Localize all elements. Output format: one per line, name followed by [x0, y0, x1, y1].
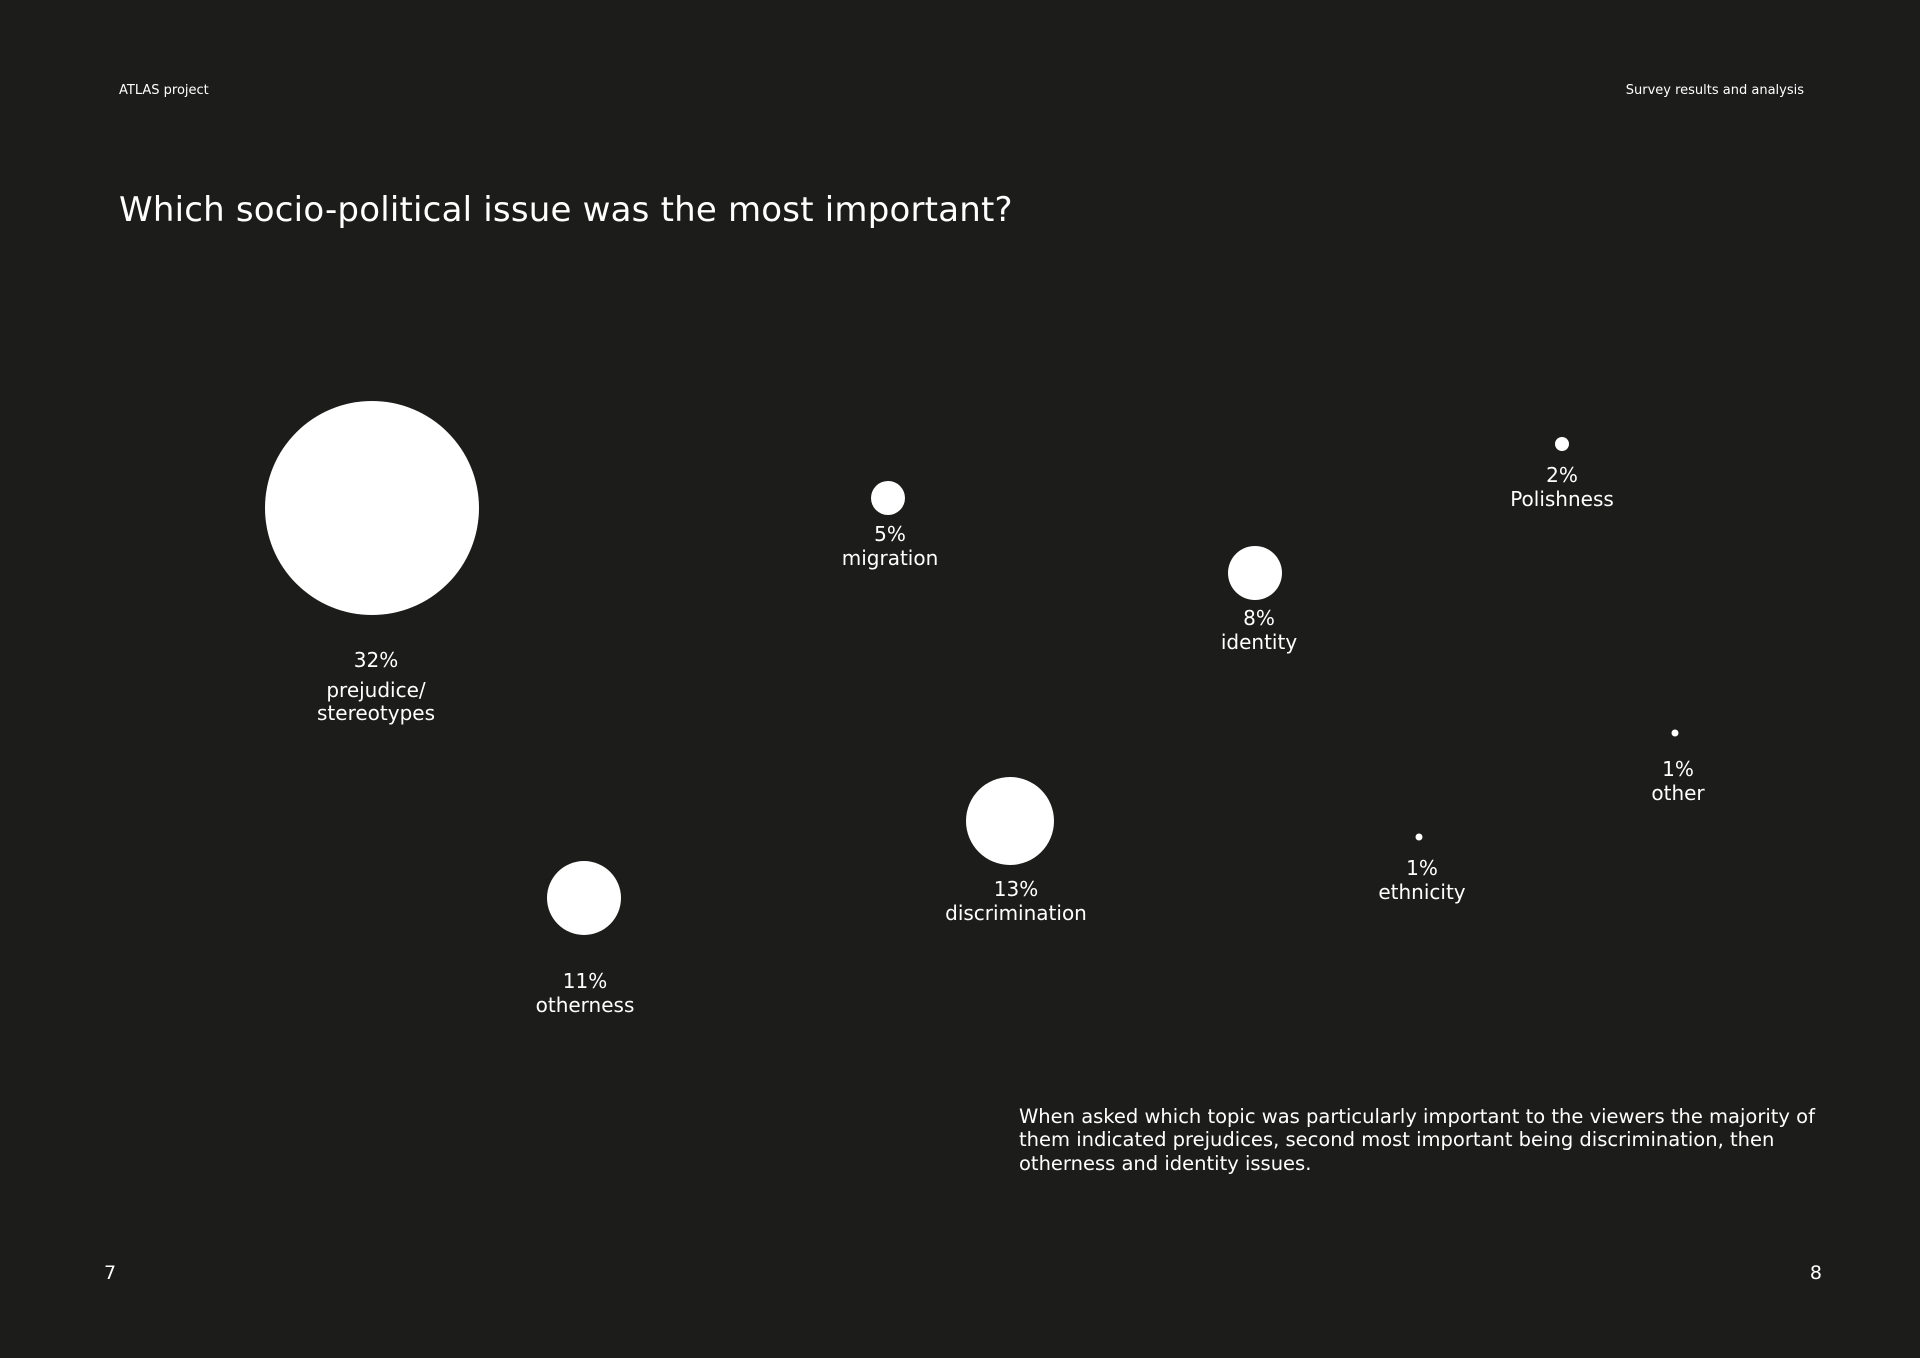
bubble-category-label: ethnicity [1378, 880, 1466, 904]
bubble-category-label: identity [1220, 630, 1298, 654]
page-number-left: 7 [104, 1262, 117, 1284]
bubble-other [1672, 730, 1679, 737]
bubble-polishness [1555, 437, 1569, 451]
bubble-category-label: discrimination [945, 901, 1087, 925]
bubble-value-label: 5% [874, 522, 906, 546]
page-number-right: 8 [1809, 1262, 1822, 1284]
section-name: Survey results and analysis [1625, 83, 1804, 98]
bubble-identity [1228, 546, 1282, 600]
project-name: ATLAS project [119, 83, 209, 98]
bubble-discrimination [966, 777, 1054, 865]
bubble-value-label: 32% [353, 648, 399, 672]
bubble-category-label: otherness [535, 993, 635, 1017]
bubble-category-label: Polishness [1510, 487, 1614, 511]
analysis-caption: When asked which topic was particularly important to the viewers the majority of them indicated prejudices, second most important being discrimination, then otherness and identity issues. [1019, 1105, 1815, 1175]
bubble-otherness [547, 861, 621, 935]
bubble-category-label: stereotypes [317, 701, 435, 725]
bubble-value-label: 8% [1243, 606, 1275, 630]
page-title: Which socio-political issue was the most important? [119, 190, 1013, 230]
bubble-migration [871, 481, 905, 515]
bubble-category-label: other [1651, 781, 1705, 805]
bubble-value-label: 2% [1546, 463, 1578, 487]
bubble-prejudice [265, 401, 479, 615]
bubble-category-label: prejudice/ [326, 678, 426, 702]
bubble-value-label: 1% [1662, 757, 1694, 781]
bubble-value-label: 13% [993, 877, 1039, 901]
bubble-value-label: 1% [1406, 856, 1438, 880]
bubble-ethnicity [1416, 834, 1423, 841]
bubble-value-label: 11% [562, 969, 608, 993]
bubble-category-label: migration [841, 546, 939, 570]
